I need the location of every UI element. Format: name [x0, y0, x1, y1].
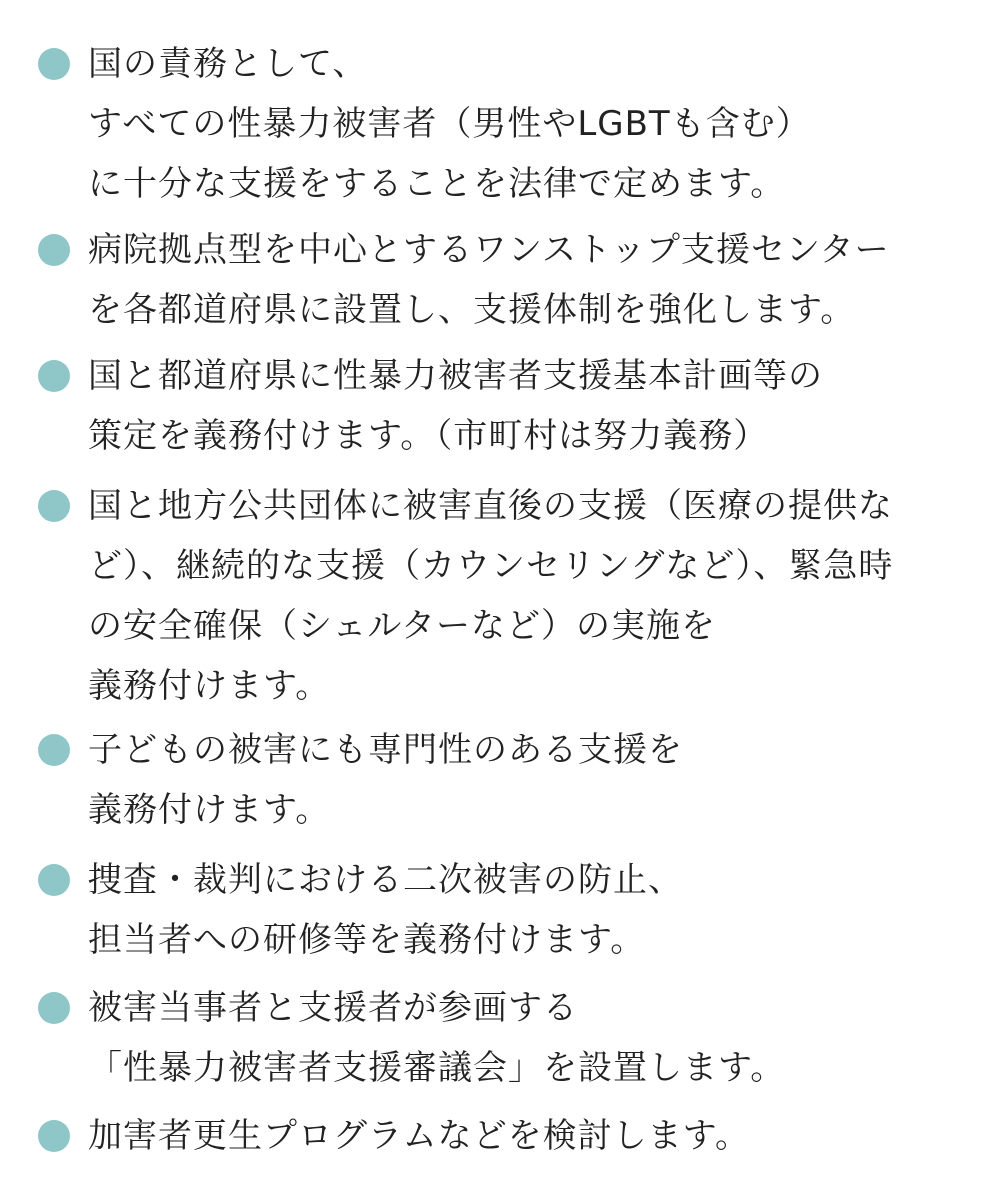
bullet-dot-icon — [38, 360, 70, 392]
item-line: の安全確保（シェルターなど）の実施を — [88, 606, 716, 646]
item-line: 国と地方公共団体に被害直後の支援（医療の提供な — [88, 486, 893, 526]
item-line: 義務付けます。 — [88, 790, 331, 830]
item-line: 「性暴力被害者支援審議会」を設置します。 — [88, 1048, 786, 1088]
item-line: 子どもの被害にも専門性のある支援を — [88, 730, 683, 770]
item-line: 国の責務として、 — [88, 44, 368, 84]
item-line: 病院拠点型を中心とするワンストップ支援センター — [88, 230, 890, 270]
bullet-dot-icon — [38, 48, 70, 80]
item-line: ど）、継続的な支援（カウンセリングなど）、緊急時 — [88, 546, 894, 586]
item-line: 加害者更生プログラムなどを検討します。 — [88, 1116, 750, 1156]
bullet-dot-icon — [38, 992, 70, 1024]
bullet-dot-icon — [38, 864, 70, 896]
item-line: 被害当事者と支援者が参画する — [88, 988, 578, 1028]
item-line: すべての性暴力被害者（男性やLGBTも含む） — [88, 104, 811, 144]
item-line: 担当者への研修等を義務付けます。 — [88, 920, 646, 960]
item-line: 捜査・裁判における二次被害の防止、 — [88, 860, 683, 900]
item-line: 義務付けます。 — [88, 666, 331, 706]
bullet-dot-icon — [38, 1120, 70, 1152]
item-line: 策定を義務付けます。（市町村は努力義務） — [88, 416, 769, 456]
bullet-dot-icon — [38, 734, 70, 766]
item-line: を各都道府県に設置し、支援体制を強化します。 — [88, 290, 856, 330]
item-line: 国と都道府県に性暴力被害者支援基本計画等の — [88, 356, 823, 396]
bullet-dot-icon — [38, 234, 70, 266]
bullet-dot-icon — [38, 490, 70, 522]
item-line: に十分な支援をすることを法律で定めます。 — [88, 164, 786, 204]
